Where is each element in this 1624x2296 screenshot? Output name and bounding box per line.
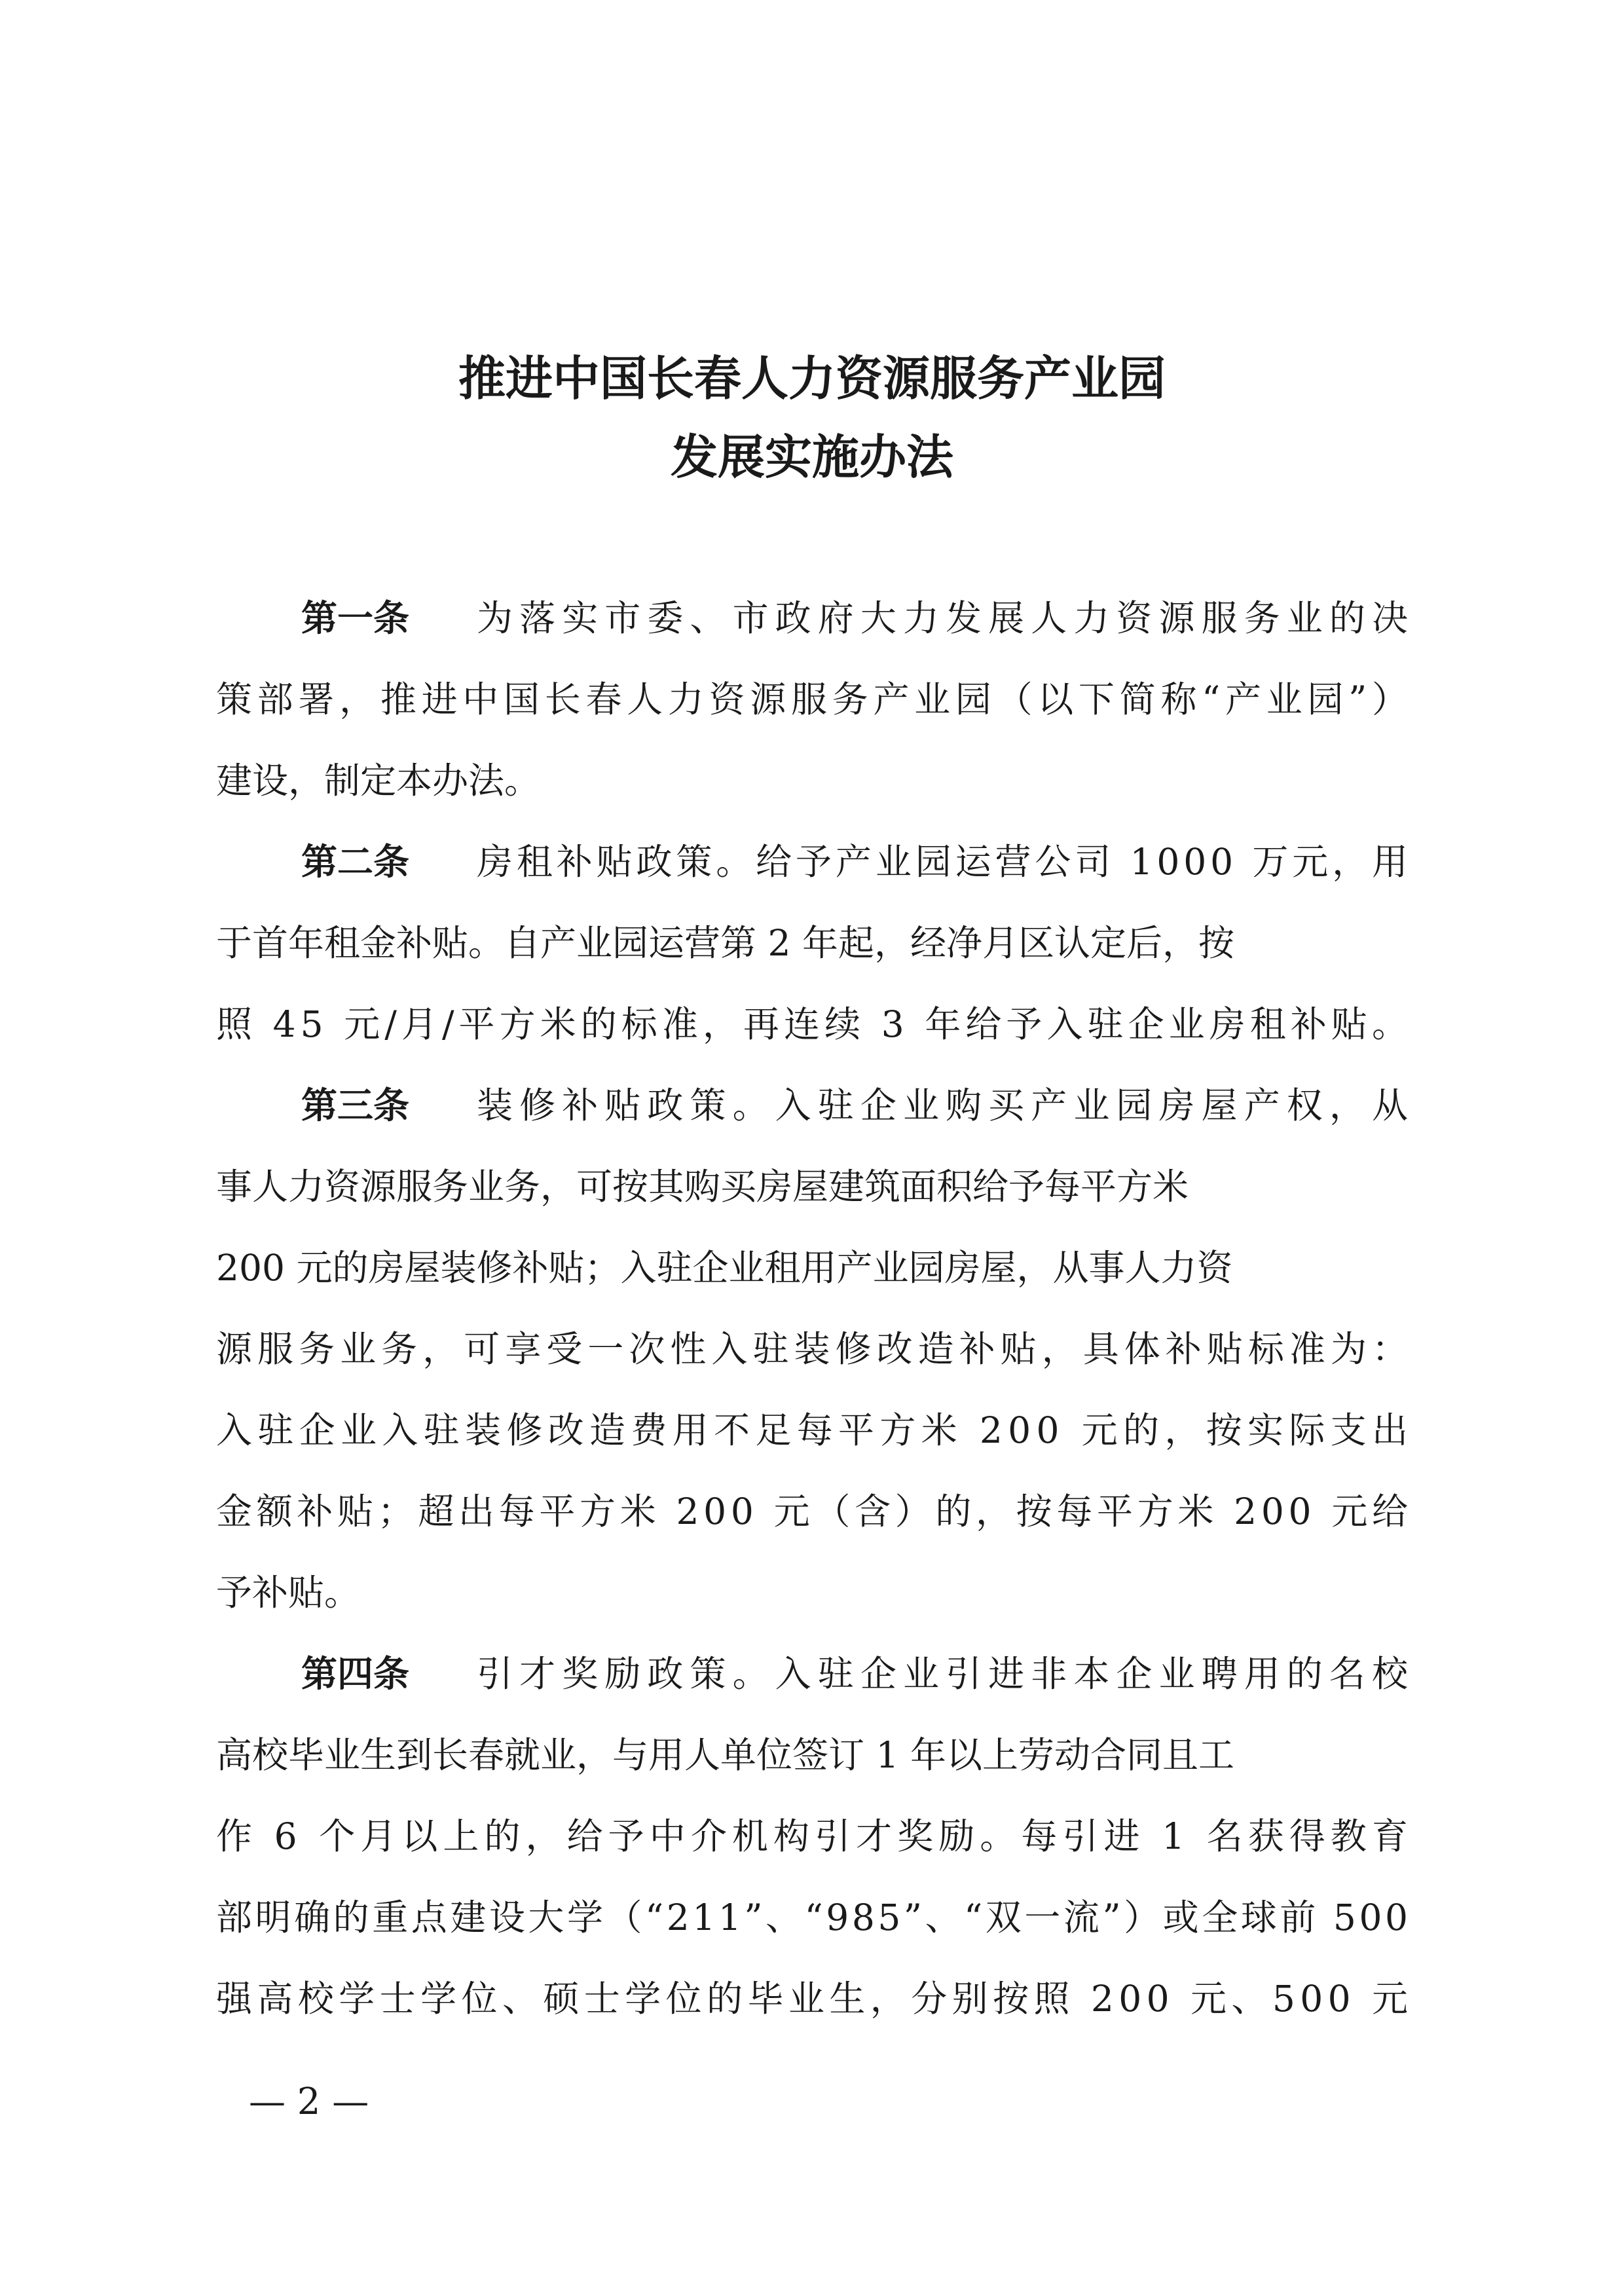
article-4-text: 高校毕业生到长春就业，与用人单位签订 1 年以上劳动合同且工 <box>216 1734 1234 1776</box>
article-3-line-4 <box>0 1323 1624 1375</box>
article-3-line-3 <box>0 1242 1624 1294</box>
article-3-label: 第三条 <box>301 1084 410 1126</box>
article-4-line-5 <box>0 1972 1624 2025</box>
article-4-text: 作 6 个月以上的，给予中介机构引才奖励。每引进 1 名获得教育 <box>216 1815 1414 1857</box>
article-1-line-2 <box>0 673 1624 726</box>
article-3-line-6 <box>0 1485 1624 1538</box>
article-1-text: 策部署，推进中国长春人力资源服务产业园（以下简称“产业园”） <box>216 678 1413 720</box>
article-3-line-1 <box>0 1079 1624 1132</box>
article-1-text: 建设，制定本办法。 <box>216 760 541 802</box>
article-1-text: 为落实市委、市政府大力发展人力资源服务业的决 <box>477 597 1415 639</box>
article-2-text: 于首年租金补贴。自产业园运营第 2 年起，经净月区认定后，按 <box>216 922 1234 964</box>
article-1-line-1 <box>0 592 1624 644</box>
article-3-text: 装修补贴政策。入驻企业购买产业园房屋产权，从 <box>477 1084 1415 1126</box>
article-3-text: 源服务业务，可享受一次性入驻装修改造补贴，具体补贴标准为： <box>216 1328 1414 1370</box>
article-2-text: 照 45 元/月/平方米的标准，再连续 3 年给予入驻企业房租补贴。 <box>216 1003 1413 1045</box>
article-4-text: 部明确的重点建设大学（“211”、“985”、“双一流”）或全球前 500 <box>216 1897 1411 1938</box>
article-3-text: 200 元的房屋装修补贴；入驻企业租用产业园房屋，从事人力资 <box>216 1247 1233 1289</box>
article-4-line-4 <box>0 1891 1624 1944</box>
article-4-label: 第四条 <box>301 1653 410 1695</box>
article-4-line-3 <box>0 1810 1624 1862</box>
article-4-line-1 <box>0 1648 1624 1700</box>
article-4-line-2 <box>0 1729 1624 1781</box>
article-4-text: 引才奖励政策。入驻企业引进非本企业聘用的名校 <box>477 1653 1415 1695</box>
article-3-text: 金额补贴；超出每平方米 200 元（含）的，按每平方米 200 元给 <box>216 1491 1412 1532</box>
document-title-line-2: 发展实施办法 <box>670 430 953 485</box>
article-3-text: 事人力资源服务业务，可按其购买房屋建筑面积给予每平方米 <box>216 1166 1189 1208</box>
article-4-text: 强高校学士学位、硕士学位的毕业生，分别按照 200 元、500 元 <box>216 1978 1413 2020</box>
article-2-line-3 <box>0 998 1624 1050</box>
article-1-label: 第一条 <box>301 597 410 639</box>
page-number: — 2 — <box>249 2081 369 2123</box>
article-3-line-2 <box>0 1160 1624 1213</box>
article-2-text: 房租补贴政策。给予产业园运营公司 1000 万元，用 <box>477 841 1412 883</box>
article-3-line-5 <box>0 1404 1624 1456</box>
article-2-line-1 <box>0 836 1624 888</box>
article-1-line-3 <box>0 754 1624 807</box>
article-3-line-7 <box>0 1566 1624 1619</box>
document-title-line-1: 推进中国长春人力资源服务产业园 <box>458 351 1166 406</box>
article-3-text: 予补贴。 <box>216 1572 361 1614</box>
article-3-text: 入驻企业入驻装修改造费用不足每平方米 200 元的，按实际支出 <box>216 1409 1414 1451</box>
article-2-line-2 <box>0 917 1624 969</box>
article-2-label: 第二条 <box>301 841 410 883</box>
